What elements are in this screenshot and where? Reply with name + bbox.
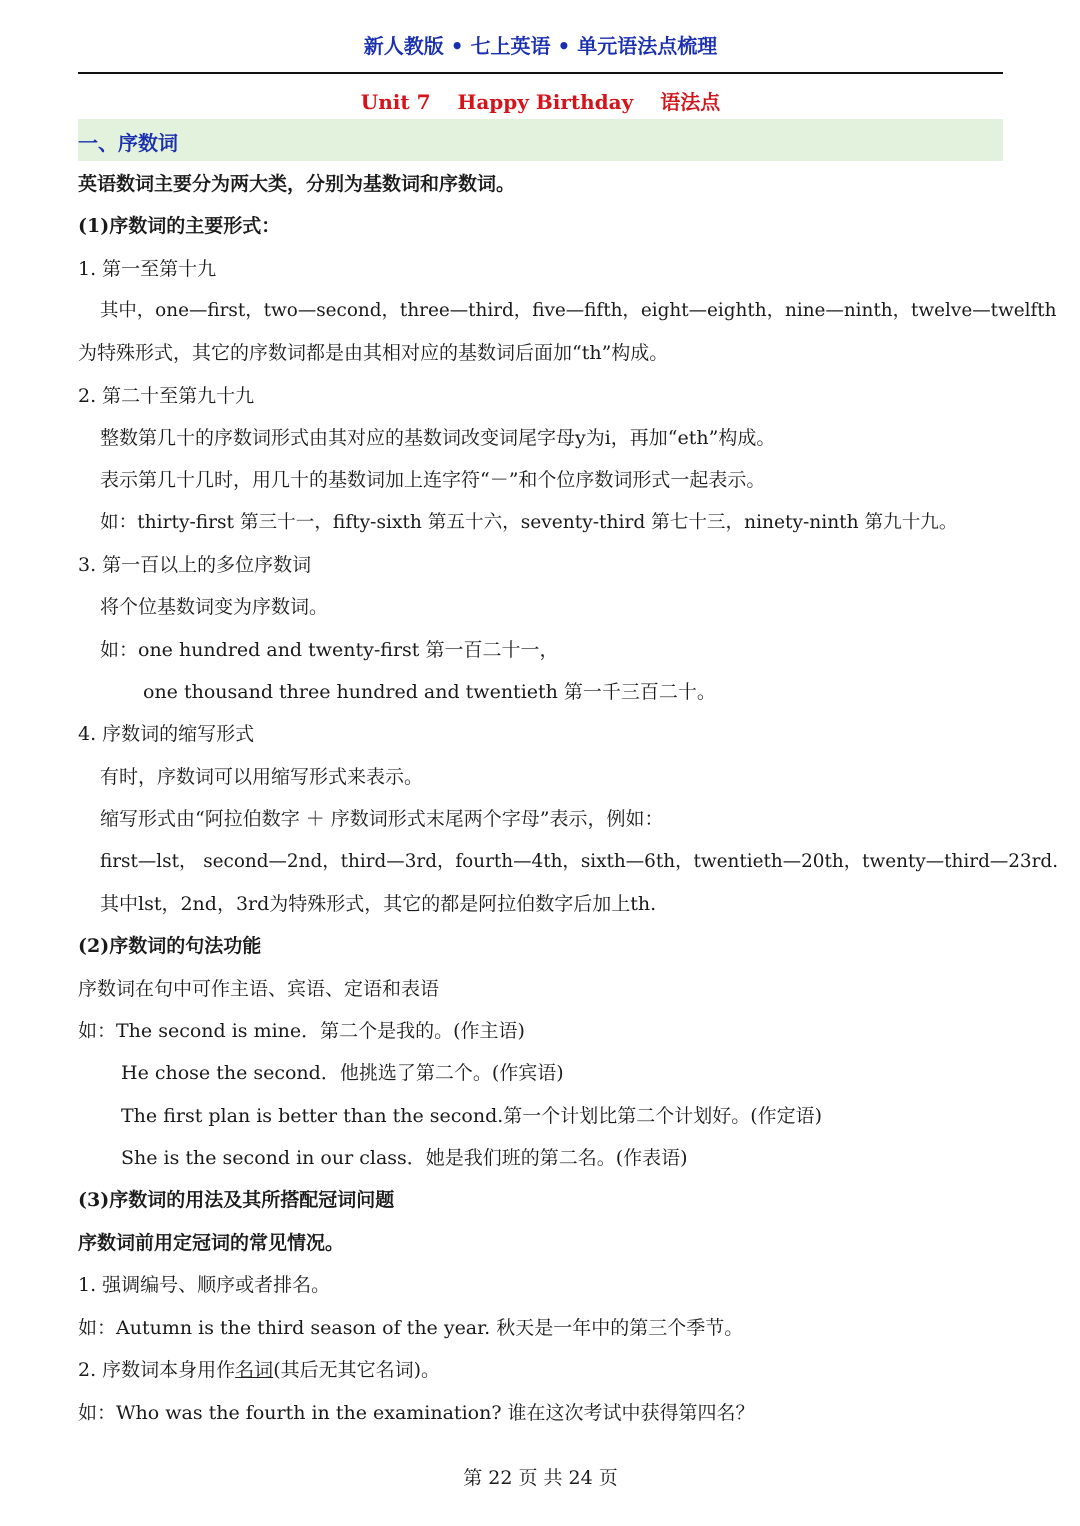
example-line: He chose the second．他挑选了第二个。(作宾语) [121,1062,564,1084]
paragraph-line: 其中，one—first，two—second，three—third，five—fifth，eight—eighth，nine—ninth，twelve—twelfth [100,300,1057,321]
paragraph-line: 整数第几十的序数词形式由其对应的基数词改变词尾字母y为i，再加“eth”构成。 [100,427,776,449]
list-item-text: 2. 序数词本身用作 [78,1359,236,1381]
unit-suffix: 语法点 [660,90,721,114]
list-item-4: 4. 序数词的缩写形式 [78,723,255,745]
list-item-2: 2. 第二十至第九十九 [78,385,255,407]
example-line: The first plan is better than the second.第一个计划比第二个计划好。(作定语) [121,1105,823,1127]
list-item-text: (其后无其它名词)。 [273,1359,441,1381]
underlined-term: 名词 [235,1359,274,1381]
unit-title [78,86,1003,115]
page-footer: 第 22 页 共 24 页 [463,1467,618,1489]
subheading-forms: (1)序数词的主要形式： [78,215,281,237]
paragraph-line: 为特殊形式，其它的序数词都是由其相对应的基数词后面加“th”构成。 [78,342,669,364]
paragraph-line: 有时，序数词可以用缩写形式来表示。 [100,766,424,788]
list-item-2 [78,1357,440,1383]
unit-name: Happy Birthday [457,90,634,114]
example-line: She is the second in our class．她是我们班的第二名。(作表语) [121,1147,688,1169]
paragraph-line: 表示第几十几时，用几十的基数词加上连字符“－”和个位序数词形式一起表示。 [100,469,766,491]
example-line: 如：The second is mine．第二个是我的。(作主语) [78,1020,525,1042]
example-line: 如：thirty-first 第三十一，fifty-sixth 第五十六，seventy-third 第七十三，ninety-ninth 第九十九。 [100,512,958,533]
page-header: 新人教版 • 七上英语 • 单元语法点梳理 [363,34,718,58]
example-line: 如：Autumn is the third season of the year. 秋天是一年中的第三个季节。 [78,1317,744,1339]
list-item-1: 1. 强调编号、顺序或者排名。 [78,1274,331,1296]
header-divider [78,72,1003,74]
subheading-usage: (3)序数词的用法及其所搭配冠词问题 [78,1189,395,1211]
unit-label: Unit 7 [360,90,431,114]
paragraph-line: 序数词在句中可作主语、宾语、定语和表语 [78,978,440,1000]
section-highlight-bar [78,119,1003,161]
paragraph-line: 将个位基数词变为序数词。 [100,596,329,618]
intro-text: 英语数词主要分为两大类，分别为基数词和序数词。 [78,173,516,195]
list-item-3: 3. 第一百以上的多位序数词 [78,554,312,576]
subheading-article: 序数词前用定冠词的常见情况。 [78,1232,345,1254]
example-line: 如：one hundred and twenty-first 第一百二十一， [100,639,559,661]
example-line: 如：Who was the fourth in the examination? 谁在这次考试中获得第四名？ [78,1402,755,1424]
paragraph-line: 其中lst，2nd，3rd为特殊形式，其它的都是阿拉伯数字后加上th. [100,893,657,915]
example-line: first—lst， second—2nd，third—3rd，fourth—4th，sixth—6th，twentieth—20th，twenty—third—23rd. [100,851,1059,872]
paragraph-line: 缩写形式由“阿拉伯数字 ＋ 序数词形式末尾两个字母”表示，例如： [100,808,664,830]
example-line: one thousand three hundred and twentieth 第一千三百二十。 [143,681,716,703]
list-item-1: 1. 第一至第十九 [78,258,217,280]
subheading-syntax: (2)序数词的句法功能 [78,935,262,957]
section-title: 一、序数词 [78,131,178,155]
